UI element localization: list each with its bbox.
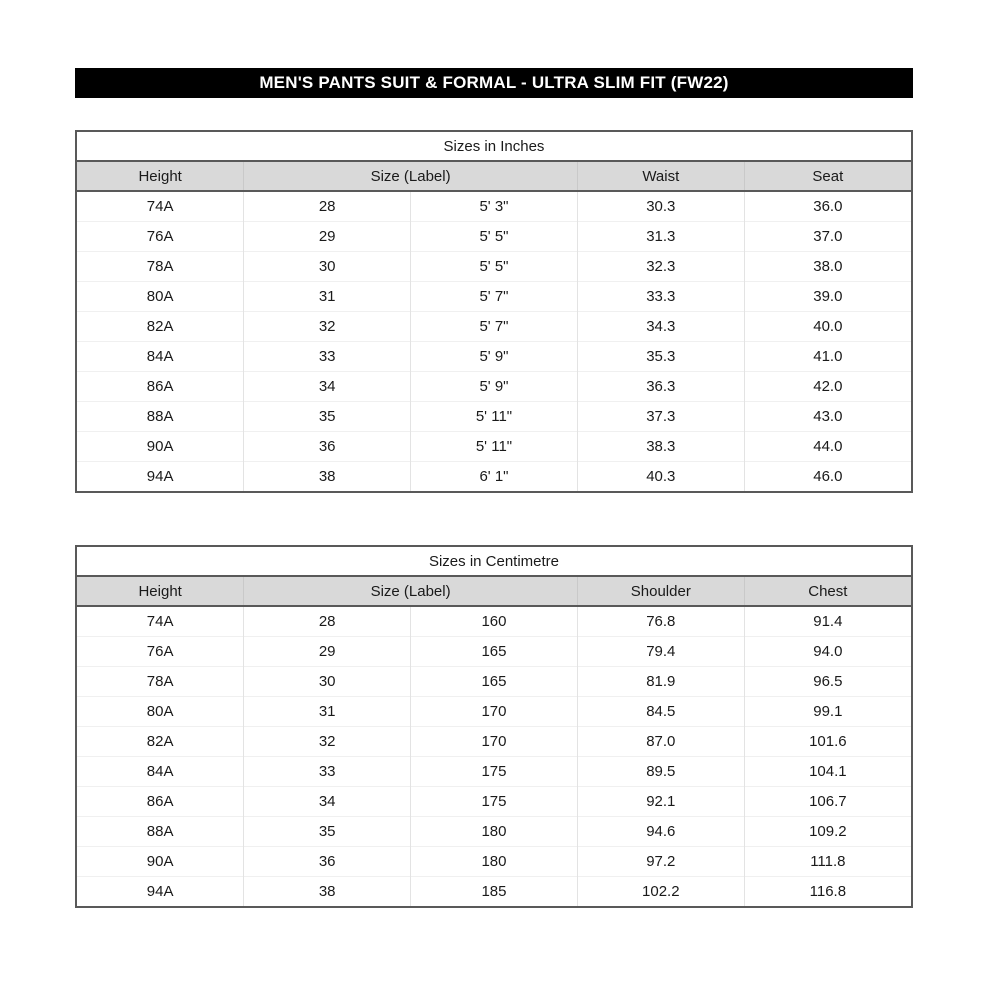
- table-cell: 34: [244, 372, 411, 402]
- table-cell: 81.9: [577, 667, 744, 697]
- table-cell: 5' 11": [411, 432, 578, 462]
- table-cell: 84.5: [577, 697, 744, 727]
- table-cell: 44.0: [744, 432, 911, 462]
- page-title: MEN'S PANTS SUIT & FORMAL - ULTRA SLIM FIT (FW22): [75, 68, 913, 98]
- table-cell: 35: [244, 402, 411, 432]
- table-cell: 170: [411, 727, 578, 757]
- table-cell: 31: [244, 282, 411, 312]
- table-cell: 38.0: [744, 252, 911, 282]
- table-cell: 35.3: [577, 342, 744, 372]
- column-header: Height: [77, 577, 244, 606]
- table-cell: 88A: [77, 817, 244, 847]
- table-cell: 78A: [77, 252, 244, 282]
- table-cell: 86A: [77, 372, 244, 402]
- table-cell: 38: [244, 877, 411, 907]
- sizes-in-inches-table: [75, 130, 913, 493]
- table-cell: 30.3: [577, 191, 744, 222]
- table-cell: 86A: [77, 787, 244, 817]
- table-cell: 175: [411, 757, 578, 787]
- table-cell: 78A: [77, 667, 244, 697]
- table-row: [77, 462, 911, 492]
- table-cell: 96.5: [744, 667, 911, 697]
- sizes-in-centimetre-table: [75, 545, 913, 908]
- header-row: [77, 162, 911, 191]
- table-cell: 106.7: [744, 787, 911, 817]
- table-cell: 34: [244, 787, 411, 817]
- table-row: [77, 252, 911, 282]
- table-row: [77, 342, 911, 372]
- table-cell: 76A: [77, 637, 244, 667]
- table-cell: 5' 7": [411, 282, 578, 312]
- table-cell: 89.5: [577, 757, 744, 787]
- table-cell: 37.0: [744, 222, 911, 252]
- table-row: [77, 402, 911, 432]
- table-cell: 102.2: [577, 877, 744, 907]
- table-cell: 109.2: [744, 817, 911, 847]
- table-cell: 5' 11": [411, 402, 578, 432]
- table-row: [77, 432, 911, 462]
- table-title: Sizes in Inches: [77, 132, 911, 162]
- table-cell: 36.3: [577, 372, 744, 402]
- table-cell: 39.0: [744, 282, 911, 312]
- table-cell: 94A: [77, 877, 244, 907]
- table-row: [77, 637, 911, 667]
- table-row: [77, 282, 911, 312]
- table-cell: 90A: [77, 847, 244, 877]
- table-cell: 90A: [77, 432, 244, 462]
- table-cell: 175: [411, 787, 578, 817]
- table-body: [77, 606, 911, 906]
- table-title: Sizes in Centimetre: [77, 547, 911, 577]
- table-row: [77, 757, 911, 787]
- table-cell: 101.6: [744, 727, 911, 757]
- table-cell: 180: [411, 847, 578, 877]
- table-cell: 80A: [77, 282, 244, 312]
- table-cell: 97.2: [577, 847, 744, 877]
- table-cell: 74A: [146, 613, 174, 630]
- table-cell: 5' 7": [411, 312, 578, 342]
- table-cell: 76.8: [577, 606, 744, 637]
- table-cell: 94.6: [577, 817, 744, 847]
- table-cell: 82A: [77, 312, 244, 342]
- table-row: [77, 817, 911, 847]
- table-cell: 88A: [77, 402, 244, 432]
- table-cell: 6' 1": [411, 462, 578, 492]
- column-header: Height: [77, 162, 244, 191]
- column-header: Seat: [744, 162, 911, 191]
- table-cell: 160: [411, 606, 578, 637]
- table-cell: 76A: [77, 222, 244, 252]
- table-cell: 31: [244, 697, 411, 727]
- table-cell: 36: [244, 432, 411, 462]
- table-row: [77, 222, 911, 252]
- table-cell: 84A: [77, 757, 244, 787]
- header-row: [77, 577, 911, 606]
- table-cell: 40.3: [577, 462, 744, 492]
- table-cell: 42.0: [744, 372, 911, 402]
- table-row: [77, 727, 911, 757]
- table-cell: 91.4: [744, 606, 911, 637]
- centimetre-data-table: [77, 577, 911, 906]
- table-cell: 41.0: [744, 342, 911, 372]
- column-header: Shoulder: [577, 577, 744, 606]
- table-row: [77, 697, 911, 727]
- table-cell: 33: [244, 757, 411, 787]
- table-cell: 28: [244, 191, 411, 222]
- table-cell: 74A: [146, 198, 174, 215]
- table-cell: 38: [244, 462, 411, 492]
- table-cell: 99.1: [744, 697, 911, 727]
- table-row: [77, 606, 911, 637]
- table-cell: 33.3: [577, 282, 744, 312]
- table-cell: 30: [244, 667, 411, 697]
- table-cell: 36.0: [744, 191, 911, 222]
- table-cell: 79.4: [577, 637, 744, 667]
- table-cell: 5' 5": [411, 252, 578, 282]
- table-cell: 32: [244, 727, 411, 757]
- table-cell: 30: [244, 252, 411, 282]
- table-cell: 165: [411, 637, 578, 667]
- table-cell: 37.3: [577, 402, 744, 432]
- table-cell: 40.0: [744, 312, 911, 342]
- table-row: [77, 667, 911, 697]
- table-cell: 116.8: [744, 877, 911, 907]
- table-cell: 38.3: [577, 432, 744, 462]
- table-cell: 43.0: [744, 402, 911, 432]
- table-cell: 170: [411, 697, 578, 727]
- table-cell: 29: [244, 637, 411, 667]
- table-cell: 87.0: [577, 727, 744, 757]
- inches-data-table: [77, 162, 911, 491]
- table-row: [77, 372, 911, 402]
- table-cell: 35: [244, 817, 411, 847]
- table-row: [77, 312, 911, 342]
- table-cell: 28: [244, 606, 411, 637]
- table-cell: 5' 3": [411, 191, 578, 222]
- table-cell: 185: [411, 877, 578, 907]
- table-row: [77, 847, 911, 877]
- table-cell: 80A: [77, 697, 244, 727]
- column-header: Waist: [577, 162, 744, 191]
- table-cell: 94.0: [744, 637, 911, 667]
- table-cell: 82A: [77, 727, 244, 757]
- table-cell: 33: [244, 342, 411, 372]
- table-body: [77, 191, 911, 491]
- table-cell: 104.1: [744, 757, 911, 787]
- table-cell: 34.3: [577, 312, 744, 342]
- table-cell: 92.1: [577, 787, 744, 817]
- table-cell: 5' 5": [411, 222, 578, 252]
- table-cell: 32.3: [577, 252, 744, 282]
- table-cell: 32: [244, 312, 411, 342]
- table-cell: 94A: [77, 462, 244, 492]
- table-cell: 111.8: [744, 847, 911, 877]
- table-cell: 46.0: [744, 462, 911, 492]
- column-header: Chest: [744, 577, 911, 606]
- table-cell: 31.3: [577, 222, 744, 252]
- table-row: [77, 787, 911, 817]
- table-cell: 180: [411, 817, 578, 847]
- table-row: [77, 191, 911, 222]
- table-row: [77, 877, 911, 907]
- table-cell: 29: [244, 222, 411, 252]
- table-cell: 5' 9": [411, 372, 578, 402]
- table-cell: 36: [244, 847, 411, 877]
- column-header: Size (Label): [244, 577, 578, 606]
- table-cell: 84A: [77, 342, 244, 372]
- table-cell: 165: [411, 667, 578, 697]
- table-cell: 5' 9": [411, 342, 578, 372]
- column-header: Size (Label): [244, 162, 578, 191]
